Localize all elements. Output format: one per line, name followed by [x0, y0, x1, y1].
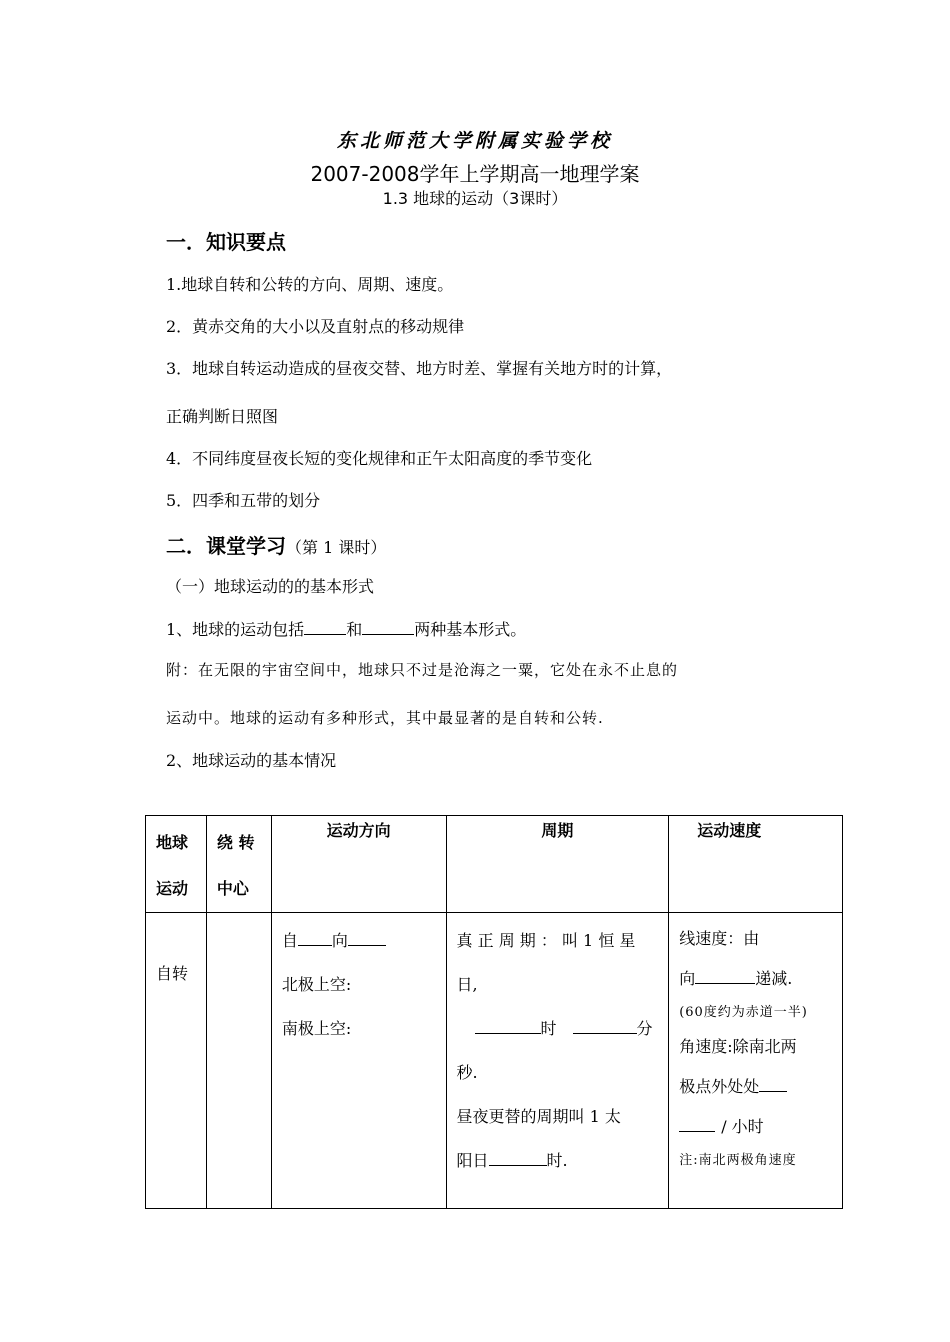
subsection-title: （一）地球运动的的基本形式 [166, 577, 375, 596]
header-period: 周期 [446, 816, 669, 913]
cell-center[interactable] [206, 913, 271, 1209]
direction-south: 南极上空: [281, 1019, 352, 1038]
q1-blank-2[interactable] [362, 620, 414, 635]
speed-blank-angular-a[interactable] [759, 1077, 787, 1092]
speed-line-7: 注:南北两极角速度 [679, 1153, 797, 1168]
cell-direction [271, 913, 446, 1209]
section-classroom-note: （第 1 课时） [286, 538, 387, 557]
q1-blank-1[interactable] [304, 620, 346, 635]
knowledge-item: 2．黄赤交角的大小以及直射点的移动规律 [166, 317, 465, 336]
appendix-line-2: 运动中。地球的运动有多种形式，其中最显著的是自转和公转. [166, 709, 604, 727]
header-direction: 运动方向 [271, 816, 446, 913]
q1-text-a: 1、地球的运动包括 [166, 620, 305, 639]
period-line-4: 昼夜更替的周期叫 1 太 [456, 1107, 621, 1126]
period-line-2: 日, [456, 975, 478, 994]
speed-line-3: (60度约为赤道一半) [679, 1005, 808, 1020]
period-blank-solar-day[interactable] [489, 1151, 547, 1166]
table-header-row [146, 816, 843, 913]
period-line-5: 阳日 时. [456, 1151, 568, 1170]
section-classroom-heading: 二．课堂学习 [166, 534, 286, 558]
speed-line-2: 向 递减. [679, 969, 793, 988]
header-motion-line1: 地球 [156, 833, 189, 852]
header-center [206, 816, 271, 913]
header-center-line1: 绕 转 [216, 833, 255, 852]
period-hour-minute: 时 分 [457, 1007, 661, 1051]
cell-speed [669, 913, 843, 1209]
knowledge-item: 正确判断日照图 [166, 407, 279, 426]
q1-text-c: 两种基本形式。 [414, 620, 527, 639]
q1-text-b: 和 [346, 620, 363, 639]
cell-motion-name: 自转 [146, 913, 207, 1209]
knowledge-item: 5．四季和五带的划分 [166, 491, 321, 510]
section-classroom-title [166, 530, 386, 559]
cell-period [446, 913, 669, 1209]
section-knowledge-title: 一．知识要点 [166, 230, 286, 254]
period-line-1: 真 正 周 期 ： 叫 1 恒 星 [456, 931, 636, 950]
period-blank-hour[interactable] [475, 1019, 541, 1034]
speed-blank-angular-b[interactable] [679, 1117, 715, 1132]
speed-line-5: 极点外处处 [679, 1067, 832, 1107]
speed-line-6: / 小时 [679, 1107, 832, 1147]
speed-line-1: 线速度：由 [679, 929, 760, 948]
earth-motion-table [145, 815, 843, 1209]
header-motion [146, 816, 207, 913]
speed-line-4: 角速度:除南北两 [679, 1037, 797, 1056]
speed-blank-linear[interactable] [695, 969, 755, 984]
question-1 [166, 617, 526, 640]
question-2: 2、地球运动的基本情况 [166, 751, 337, 770]
knowledge-item: 1.地球自转和公转的方向、周期、速度。 [166, 275, 454, 294]
header-center-line2: 中心 [216, 879, 249, 898]
term-title: 2007-2008学年上学期高一地理学案 [310, 162, 640, 186]
direction-from-to: 自 向 [282, 919, 436, 963]
direction-blank-to[interactable] [348, 931, 386, 946]
knowledge-item: 3．地球自转运动造成的昼夜交替、地方时差、掌握有关地方时的计算， [166, 359, 673, 378]
table-row-rotation [146, 913, 843, 1209]
appendix-line-1: 附：在无限的宇宙空间中，地球只不过是沧海之一粟，它处在永不止息的 [166, 661, 679, 679]
period-line-3: 秒. [456, 1063, 478, 1082]
header-speed: 运动速度 [669, 816, 843, 913]
period-blank-minute[interactable] [573, 1019, 637, 1034]
lesson-title: 1.3 地球的运动（3课时） [382, 189, 568, 208]
direction-north: 北极上空: [281, 975, 352, 994]
direction-blank-from[interactable] [298, 931, 332, 946]
school-name: 东北师范大学附属实验学校 [336, 130, 613, 152]
knowledge-item: 4．不同纬度昼夜长短的变化规律和正午太阳高度的季节变化 [166, 449, 593, 468]
header-motion-line2: 运动 [156, 879, 189, 898]
